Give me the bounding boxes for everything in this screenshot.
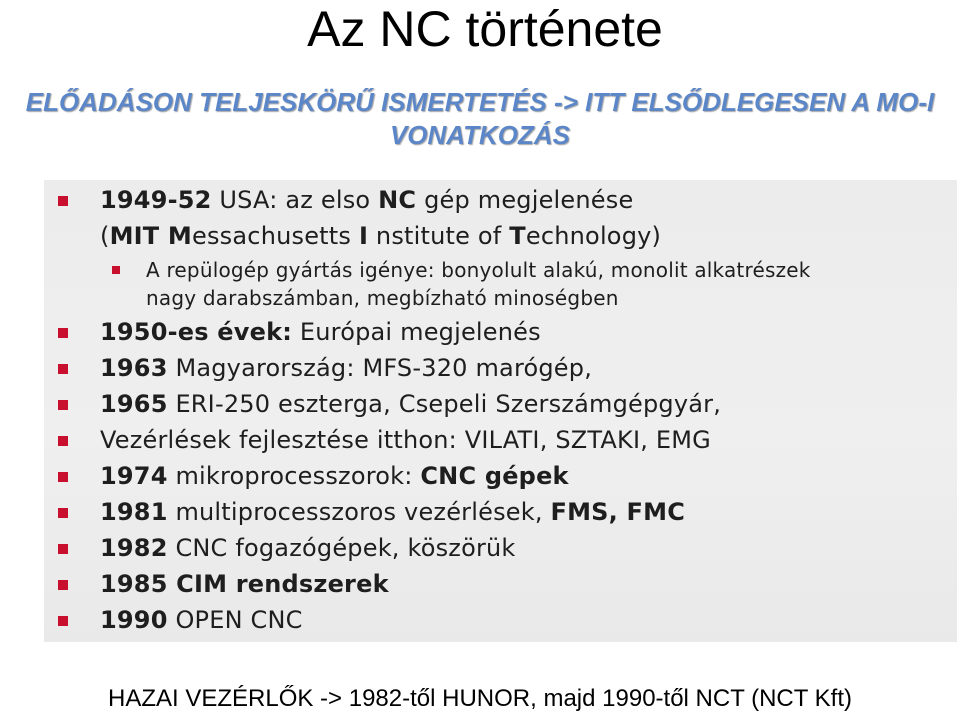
list-item-text: 1950-es évek: Európai megjelenés	[100, 318, 541, 346]
list-item-text: 1985 CIM rendszerek	[100, 570, 389, 598]
square-bullet-icon	[112, 266, 120, 274]
subtitle-line-1: ELŐADÁSON TELJESKÖRŰ ISMERTETÉS -> ITT ELSŐDLEGESEN A MO-I	[25, 87, 935, 117]
history-list-image	[44, 180, 957, 642]
square-bullet-icon	[58, 328, 68, 338]
list-item-text: 1990 OPEN CNC	[100, 606, 303, 634]
sub-list-item-text-2: nagy darabszámban, megbízható minoségben	[146, 286, 619, 310]
list-item-text: 1963 Magyarország: MFS-320 marógép,	[100, 354, 593, 382]
square-bullet-icon	[58, 508, 68, 518]
square-bullet-icon	[58, 616, 68, 626]
square-bullet-icon	[58, 544, 68, 554]
subtitle-line-2: VONATKOZÁS	[389, 120, 571, 150]
list-item-text: Vezérlések fejlesztése itthon: VILATI, SZTAKI, EMG	[100, 426, 711, 454]
square-bullet-icon	[58, 196, 68, 206]
list-item-text: 1974 mikroprocesszorok: CNC gépek	[100, 462, 569, 490]
square-bullet-icon	[58, 580, 68, 590]
list-item-text: 1982 CNC fogazógépek, köszörük	[100, 534, 516, 562]
square-bullet-icon	[58, 436, 68, 446]
list-item-text: 1949-52 USA: az elso NC gép megjelenése	[100, 186, 634, 214]
slide-title: Az NC története	[307, 1, 663, 57]
square-bullet-icon	[58, 400, 68, 410]
slide-footer: HAZAI VEZÉRLŐK -> 1982-től HUNOR, majd 1990-től NCT (NCT Kft)	[108, 685, 852, 712]
list-item-text: (MIT Messachusetts I nstitute of Technology)	[100, 222, 662, 250]
square-bullet-icon	[58, 364, 68, 374]
list-item-text: 1965 ERI-250 eszterga, Csepeli Szerszámgépgyár,	[100, 390, 722, 418]
sub-list-item-text-1: A repülogép gyártás igénye: bonyolult alakú, monolit alkatrészek	[146, 258, 811, 282]
square-bullet-icon	[58, 472, 68, 482]
slide-subtitle	[4, 86, 956, 152]
list-item-text: 1981 multiprocesszoros vezérlések, FMS, FMC	[100, 498, 686, 526]
